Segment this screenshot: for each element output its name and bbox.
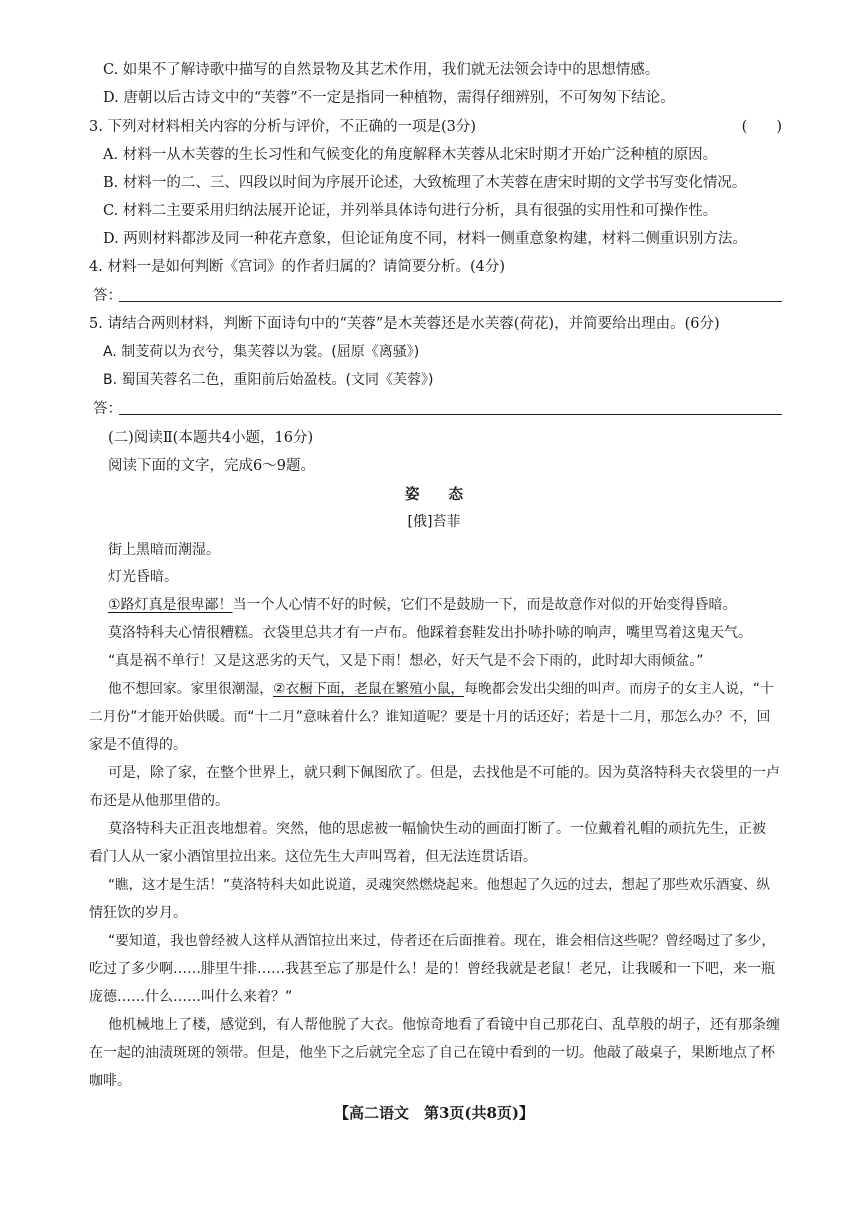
q5-option-a: A. 制芰荷以为衣兮，集芙蓉以为裳。(屈原《离骚》) bbox=[103, 344, 420, 360]
story-p9: “瞧，这才是生活！”莫洛特科夫如此说道，灵魂突然燃烧起来。他想起了久远的过去，想起了那些欢乐酒宴、纵 bbox=[108, 877, 770, 893]
story-p3-rest: 当一个人心情不好的时候，它们不是鼓励一下，而是故意作对似的开始变得昏暗。 bbox=[232, 597, 737, 613]
section2-heading: (二)阅读Ⅱ(本题共4小题，16分) bbox=[108, 430, 314, 446]
story-p5: “真是祸不单行！又是这恶劣的天气，又是下雨！想必，好天气是不会下雨的，此时却大雨倾盆。” bbox=[108, 653, 704, 669]
story-p1: 街上黑暗而潮湿。 bbox=[108, 542, 220, 558]
story-p6-line2: 二月份”才能开始供暖。而“十二月”意味着什么？谁知道呢？要是十月的话还好；若是十二月，那怎么办？不，回 bbox=[89, 709, 771, 725]
story-p10-line2: 吃过了多少啊……腓里牛排……我甚至忘了那是什么！是的！曾经我就是老鼠！老兄，让我暖和一下吧，来一瓶 bbox=[89, 961, 775, 977]
story-p8: 莫洛特科夫正沮丧地想着。突然，他的思虑被一幅愉快生动的画面打断了。一位戴着礼帽的顽抗先生，正被 bbox=[108, 821, 766, 837]
story-p7: 可是，除了家，在整个世界上，就只剩下佩图欣了。但是，去找他是不可能的。因为莫洛特科夫衣袋里的一卢 bbox=[108, 765, 780, 781]
story-p6-line3: 家是不值得的。 bbox=[89, 737, 187, 753]
q3-option-c: C. 材料二主要采用归纳法展开论证，并列举具体诗句进行分析，具有很强的实用性和可操作性。 bbox=[103, 203, 718, 219]
story-author: [俄]苔菲 bbox=[407, 514, 461, 530]
section2-instruction: 阅读下面的文字，完成6～9题。 bbox=[108, 458, 315, 474]
story-p11: 他机械地上了楼，感觉到，有人帮他脱了大衣。他惊奇地看了看镜中自己那花白、乱草般的胡子，还有那条缠 bbox=[108, 1017, 780, 1033]
story-p8-line2: 看门人从一家小酒馆里拉出来。这位先生大声叫骂着，但无法连贯话语。 bbox=[89, 849, 537, 865]
story-title: 姿 态 bbox=[405, 486, 463, 503]
q5-option-b: B. 蜀国芙蓉名二色，重阳前后始盈枝。(文同《芙蓉》) bbox=[103, 372, 434, 388]
story-p10: “要知道，我也曾经被人这样从酒馆拉出来过，侍者还在后面推着。现在，谁会相信这些呢？曾经喝过了多少， bbox=[108, 933, 776, 949]
q3-option-a: A. 材料一从木芙蓉的生长习性和气候变化的角度解释木芙蓉从北宋时期才开始广泛种植的原因。 bbox=[103, 147, 718, 163]
q3-option-d: D. 两则材料都涉及同一种花卉意象，但论证角度不同，材料一侧重意象构建，材料二侧重识别方法。 bbox=[103, 231, 747, 247]
q3-answer-paren: ( ) bbox=[741, 119, 782, 135]
q3-option-b: B. 材料一的二、三、四段以时间为序展开论述，大致梳理了木芙蓉在唐宋时期的文学书写变化情况。 bbox=[103, 175, 747, 191]
story-p9-line2: 情狂饮的岁月。 bbox=[89, 905, 187, 921]
q2-option-c: C. 如果不了解诗歌中描写的自然景物及其艺术作用，我们就无法领会诗中的思想情感。 bbox=[103, 62, 660, 78]
q5-answer-line[interactable] bbox=[119, 414, 782, 415]
story-p3 bbox=[108, 595, 780, 615]
story-p11-line3: 咖啡。 bbox=[89, 1073, 131, 1089]
story-p6-a: 他不想回家。家里很潮湿， bbox=[108, 681, 274, 697]
q4-answer-label: 答： bbox=[93, 288, 122, 304]
underlined-phrase-2: ②衣橱下面，老鼠在繁殖小鼠， bbox=[273, 681, 465, 697]
q4-answer-line[interactable] bbox=[119, 301, 782, 302]
story-p6-b: 每晚都会发出尖细的叫声。而房子的女主人说，“十 bbox=[464, 681, 774, 697]
q3-stem: 3. 下列对材料相关内容的分析与评价，不正确的一项是(3分) bbox=[89, 119, 476, 135]
story-p4: 莫洛特科夫心情很糟糕。衣袋里总共才有一卢布。他踩着套鞋发出扑哧扑哧的响声，嘴里骂着这鬼天气。 bbox=[108, 625, 752, 641]
story-p2: 灯光昏暗。 bbox=[108, 569, 178, 585]
page-footer: 【高二语文 第3页(共8页)】 bbox=[333, 1104, 535, 1122]
q4-stem: 4. 材料一是如何判断《宫词》的作者归属的？请简要分析。(4分) bbox=[89, 259, 505, 275]
story-p6 bbox=[108, 679, 780, 699]
q2-option-d: D. 唐朝以后古诗文中的“芙蓉”不一定是指同一种植物，需得仔细辨别，不可匆匆下结论。 bbox=[103, 90, 675, 106]
q5-stem: 5. 请结合两则材料，判断下面诗句中的“芙蓉”是木芙蓉还是水芙蓉(荷花)，并简要给出理由。(6分) bbox=[89, 316, 720, 332]
story-p7-line2: 布还是从他那里借的。 bbox=[89, 793, 229, 809]
story-p10-line3: 庞德……什么……叫什么来着？” bbox=[89, 989, 293, 1005]
underlined-phrase-1: ①路灯真是很卑鄙！ bbox=[108, 597, 233, 613]
story-p11-line2: 在一起的油渍斑斑的领带。但是，他坐下之后就完全忘了自己在镜中看到的一切。他敲了敲桌子，果断地点了杯 bbox=[89, 1045, 775, 1061]
q5-answer-label: 答： bbox=[93, 401, 122, 417]
